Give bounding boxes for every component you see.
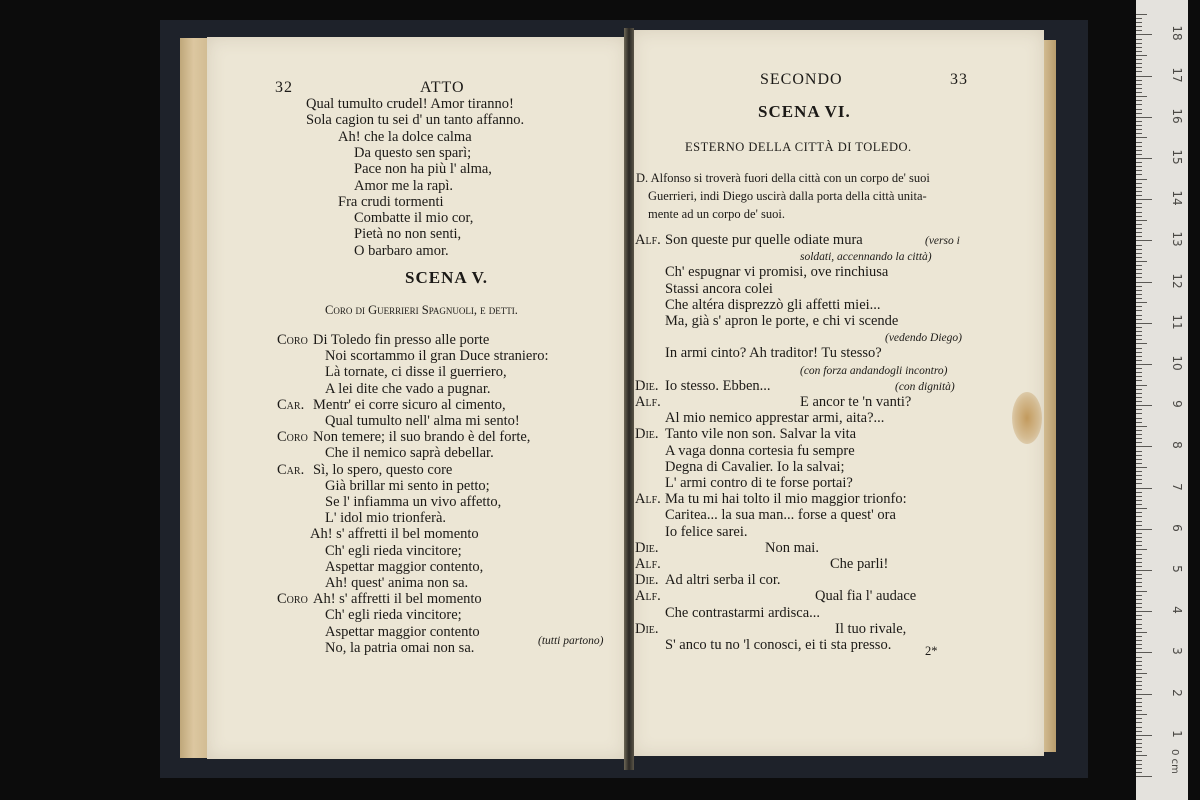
- ruler-tick: [1136, 405, 1152, 406]
- scene-cast-v: Coro di Guerrieri Spagnuoli, e detti.: [325, 303, 518, 317]
- ruler-tick: [1136, 508, 1147, 509]
- ruler-tick: [1136, 751, 1142, 752]
- ruler-tick: [1136, 142, 1142, 143]
- dialogue-line: Qual tumulto nell' alma mi sento!: [325, 413, 520, 429]
- ruler-tick: [1136, 537, 1142, 538]
- speaker-label: Car.: [277, 396, 305, 413]
- verse-line: Sola cagion tu sei d' un tanto affanno.: [306, 112, 525, 129]
- verse-line: Ah! che la dolce calma: [338, 128, 472, 145]
- description-line: Guerrieri, indi Diego uscirà dalla porta della città unita-: [648, 189, 927, 203]
- page-number-left: 32: [275, 79, 293, 96]
- ruler-tick: [1136, 566, 1142, 567]
- ruler-tick: [1136, 718, 1142, 719]
- ruler-tick: [1136, 203, 1142, 204]
- ruler-number: 17: [1170, 66, 1184, 83]
- ruler-tick: [1136, 710, 1142, 711]
- dialogue-line: Ch' espugnar vi promisi, ove rinchiusa: [665, 264, 889, 281]
- ruler-tick: [1136, 319, 1142, 320]
- ruler-tick: [1136, 228, 1142, 229]
- ruler-tick: [1136, 240, 1152, 241]
- ruler-tick: [1136, 372, 1142, 373]
- ruler-tick: [1136, 483, 1142, 484]
- ruler-number: 6: [1170, 523, 1184, 532]
- stage-direction: (con forza andandogli incontro): [800, 364, 948, 377]
- ruler-tick: [1136, 479, 1142, 480]
- ruler-tick: [1136, 294, 1142, 295]
- ruler-tick: [1136, 47, 1142, 48]
- ruler-number: 15: [1170, 149, 1184, 165]
- speaker-label: Die.: [635, 377, 659, 394]
- ruler-tick: [1136, 722, 1142, 723]
- ruler-tick: [1136, 533, 1142, 534]
- ruler-tick: [1136, 277, 1142, 278]
- stage-direction: (con dignità): [895, 380, 955, 393]
- dialogue-line: Ma tu mi hai tolto il mio maggior trionfo:: [665, 491, 907, 508]
- ruler-tick: [1136, 574, 1142, 575]
- ruler-tick: [1136, 261, 1147, 262]
- ruler-number: 7: [1170, 482, 1184, 491]
- ruler-tick: [1136, 71, 1142, 72]
- ruler-unit-label: 0 cm: [1168, 749, 1180, 774]
- dialogue-line: A vaga donna cortesia fu sempre: [665, 442, 855, 459]
- ruler-number: 10: [1170, 355, 1184, 371]
- ruler-tick: [1136, 14, 1147, 15]
- ruler-tick: [1136, 521, 1142, 522]
- ruler-tick: [1136, 360, 1142, 361]
- ruler-tick: [1136, 582, 1142, 583]
- ruler-tick: [1136, 628, 1142, 629]
- ruler-tick: [1136, 232, 1142, 233]
- speaker-label: Alf.: [635, 491, 661, 508]
- ruler-tick: [1136, 619, 1142, 620]
- ruler-tick: [1136, 525, 1142, 526]
- ruler-tick: [1136, 51, 1142, 52]
- description-line: mente ad un corpo de' suoi.: [648, 207, 785, 221]
- speaker-label: Die.: [635, 539, 659, 556]
- ruler-tick: [1136, 18, 1142, 19]
- dialogue-line: Io felice sarei.: [665, 523, 748, 540]
- ruler-tick: [1136, 545, 1142, 546]
- ruler-number: 4: [1170, 606, 1184, 614]
- ruler-tick: [1136, 554, 1142, 555]
- ruler-tick: [1136, 236, 1142, 237]
- dialogue-line: Sì, lo spero, questo core: [313, 461, 453, 478]
- ruler-tick: [1136, 245, 1142, 246]
- ruler-tick: [1136, 249, 1142, 250]
- ruler-tick: [1136, 380, 1142, 381]
- ruler-tick: [1136, 129, 1142, 130]
- ruler-tick: [1136, 731, 1142, 732]
- ruler-tick: [1136, 335, 1142, 336]
- ruler-tick: [1136, 331, 1142, 332]
- dialogue-line: Di Toledo fin presso alle porte: [313, 332, 490, 348]
- ruler-tick: [1136, 348, 1142, 349]
- ruler-tick: [1136, 755, 1147, 756]
- ruler-tick: [1136, 685, 1142, 686]
- ruler-tick: [1136, 591, 1147, 592]
- ruler-tick: [1136, 764, 1142, 765]
- dialogue-line: Non mai.: [765, 539, 819, 556]
- ruler-number: 13: [1170, 231, 1184, 248]
- ruler-tick: [1136, 137, 1147, 138]
- speaker-label: Car.: [277, 461, 305, 478]
- ruler-tick: [1136, 512, 1142, 513]
- ruler-tick: [1136, 570, 1152, 571]
- ruler-number: 1: [1170, 729, 1184, 738]
- dialogue-line: Che il nemico saprà debellar.: [325, 445, 494, 462]
- speaker-label: Die.: [635, 572, 659, 589]
- description-line: D. Alfonso si troverà fuori della città con un corpo de' suoi: [636, 171, 930, 185]
- ruler-tick: [1136, 504, 1142, 505]
- stage-direction: (verso i: [925, 235, 960, 247]
- ruler-tick: [1136, 224, 1142, 225]
- ruler-tick: [1136, 562, 1142, 563]
- ruler-tick: [1136, 59, 1142, 60]
- ruler-tick: [1136, 389, 1142, 390]
- ruler-tick: [1136, 611, 1152, 612]
- ruler-number: 14: [1170, 190, 1184, 206]
- ruler-number: 12: [1170, 272, 1184, 289]
- dialogue-line: Tanto vile non son. Salvar la vita: [665, 426, 857, 443]
- ruler-tick: [1136, 401, 1142, 402]
- stage-direction-exit: (tutti partono): [538, 635, 604, 647]
- ruler-tick: [1136, 615, 1142, 616]
- ruler-tick: [1136, 669, 1142, 670]
- ruler-tick: [1136, 113, 1142, 114]
- ruler-tick: [1136, 694, 1152, 695]
- ruler-tick: [1136, 488, 1152, 489]
- dialogue-line: In armi cinto? Ah traditor! Tu stesso?: [665, 345, 882, 362]
- dialogue-line: Ma, già s' apron le porte, e chi vi scende: [665, 313, 899, 329]
- ruler-tick: [1136, 492, 1142, 493]
- ruler-number: 3: [1170, 647, 1184, 656]
- dialogue-line: A lei dite che vado a pugnar.: [325, 380, 491, 397]
- stage-direction: (vedendo Diego): [885, 332, 962, 345]
- ruler-tick: [1136, 706, 1142, 707]
- ruler-tick: [1136, 393, 1142, 394]
- ruler-number: 18: [1170, 25, 1184, 42]
- ruler-tick: [1136, 207, 1142, 208]
- ruler-tick: [1136, 500, 1142, 501]
- ruler-tick: [1136, 714, 1147, 715]
- scene-title-v: SCENA V.: [405, 268, 488, 287]
- ruler-tick: [1136, 673, 1147, 674]
- ruler-tick: [1136, 187, 1142, 188]
- dialogue-line: Ch' egli rieda vincitore;: [325, 542, 462, 559]
- speaker-label: Alf.: [635, 588, 661, 605]
- ruler-number: 16: [1170, 108, 1184, 124]
- ruler-tick: [1136, 661, 1142, 662]
- dialogue-line: E ancor te 'n vanti?: [800, 394, 912, 410]
- ruler-tick: [1136, 529, 1152, 530]
- scene-setting: ESTERNO DELLA CITTÀ DI TOLEDO.: [685, 140, 912, 154]
- ruler-tick: [1136, 195, 1142, 196]
- ruler-tick: [1136, 55, 1147, 56]
- speaker-label: Alf.: [635, 556, 661, 572]
- running-head-right: SECONDO: [760, 71, 843, 88]
- ruler-tick: [1136, 109, 1142, 110]
- ruler-tick: [1136, 26, 1142, 27]
- dialogue-line: Aspettar maggior contento: [325, 623, 480, 640]
- ruler-tick: [1136, 183, 1142, 184]
- ruler-tick: [1136, 76, 1152, 77]
- ruler-tick: [1136, 418, 1142, 419]
- ruler-tick: [1136, 220, 1147, 221]
- ruler-tick: [1136, 475, 1142, 476]
- ruler-tick: [1136, 22, 1142, 23]
- ruler-tick: [1136, 409, 1142, 410]
- ruler-tick: [1136, 743, 1142, 744]
- ruler-tick: [1136, 467, 1147, 468]
- ruler-tick: [1136, 368, 1142, 369]
- dialogue-line: L' idol mio trionferà.: [325, 510, 446, 527]
- ruler-tick: [1136, 397, 1142, 398]
- dialogue-line: Ah! s' affretti il bel momento: [310, 526, 479, 543]
- ruler-tick: [1136, 413, 1142, 414]
- ruler-tick: [1136, 434, 1142, 435]
- ruler-tick: [1136, 154, 1142, 155]
- ruler-number: 11: [1170, 314, 1184, 330]
- ruler-tick: [1136, 166, 1142, 167]
- ruler-tick: [1136, 451, 1142, 452]
- ruler-tick: [1136, 323, 1152, 324]
- verse-line: Pietà no non senti,: [354, 226, 462, 243]
- ruler-tick: [1136, 677, 1142, 678]
- ruler-tick: [1136, 286, 1142, 287]
- ruler-tick: [1136, 558, 1142, 559]
- ruler-tick: [1136, 315, 1142, 316]
- dialogue-line: S' anco tu no 'l conosci, ei ti sta presso.: [665, 637, 892, 653]
- dialogue-line: No, la patria omai non sa.: [325, 639, 475, 656]
- dialogue-line: Caritea... la sua man... forse a quest' ora: [665, 507, 896, 524]
- dialogue-line: Che contrastarmi ardisca...: [665, 604, 821, 621]
- ruler-tick: [1136, 644, 1142, 645]
- ruler-tick: [1136, 541, 1142, 542]
- ruler-tick: [1136, 162, 1142, 163]
- verse-line: Fra crudi tormenti: [338, 193, 444, 210]
- ruler-tick: [1136, 760, 1142, 761]
- ruler-tick: [1136, 776, 1152, 777]
- measuring-ruler: [1136, 0, 1188, 800]
- ruler-tick: [1136, 681, 1142, 682]
- ruler-tick: [1136, 385, 1147, 386]
- ruler-tick: [1136, 426, 1147, 427]
- ruler-tick: [1136, 516, 1142, 517]
- ruler-tick: [1136, 727, 1142, 728]
- dialogue-line: Ah! quest' anima non sa.: [325, 575, 469, 591]
- speaker-label: Alf.: [635, 394, 661, 410]
- ruler-tick: [1136, 67, 1142, 68]
- ruler-tick: [1136, 327, 1142, 328]
- ruler-tick: [1136, 772, 1142, 773]
- ruler-tick: [1136, 146, 1142, 147]
- ruler-tick: [1136, 496, 1142, 497]
- ruler-tick: [1136, 298, 1142, 299]
- dialogue-line: Noi scortammo il gran Duce straniero:: [325, 348, 549, 365]
- ruler-tick: [1136, 257, 1142, 258]
- ruler-tick: [1136, 430, 1142, 431]
- dialogue-line: Là tornate, ci disse il guerriero,: [325, 364, 507, 381]
- ruler-tick: [1136, 96, 1147, 97]
- dialogue-line: Che parli!: [830, 556, 889, 572]
- ruler-tick: [1136, 376, 1142, 377]
- ruler-tick: [1136, 624, 1142, 625]
- ruler-tick: [1136, 356, 1142, 357]
- ruler-tick: [1136, 216, 1142, 217]
- dialogue-line: Non temere; il suo brando è del forte,: [313, 429, 531, 446]
- page-number-right: 33: [950, 71, 968, 88]
- ruler-tick: [1136, 657, 1142, 658]
- ruler-tick: [1136, 339, 1142, 340]
- ruler-tick: [1136, 39, 1142, 40]
- ruler-tick: [1136, 125, 1142, 126]
- stage-direction: soldati, accennando la città): [800, 251, 932, 264]
- ruler-tick: [1136, 100, 1142, 101]
- verse-line: Combatte il mio cor,: [354, 210, 474, 227]
- ruler-tick: [1136, 702, 1142, 703]
- ruler-tick: [1136, 463, 1142, 464]
- ruler-tick: [1136, 306, 1142, 307]
- ruler-tick: [1136, 735, 1152, 736]
- ruler-tick: [1136, 689, 1142, 690]
- ruler-tick: [1136, 92, 1142, 93]
- ruler-tick: [1136, 599, 1142, 600]
- ruler-tick: [1136, 302, 1147, 303]
- dialogue-line: Già brillar mi sento in petto;: [325, 477, 490, 494]
- speaker-label: Coro: [277, 591, 308, 608]
- ruler-tick: [1136, 442, 1142, 443]
- scene-title-vi: SCENA VI.: [758, 102, 851, 121]
- ruler-tick: [1136, 34, 1152, 35]
- ruler-tick: [1136, 636, 1142, 637]
- signature-mark: 2*: [925, 644, 938, 658]
- ruler-tick: [1136, 133, 1142, 134]
- ruler-tick: [1136, 117, 1152, 118]
- dialogue-line: Son queste pur quelle odiate mura: [665, 232, 863, 248]
- ruler-number: 5: [1170, 565, 1184, 573]
- ruler-tick: [1136, 290, 1142, 291]
- dialogue-line: Stassi ancora colei: [665, 280, 773, 297]
- verse-line: Da questo sen sparì;: [354, 144, 472, 161]
- verse-line: O barbaro amor.: [354, 242, 449, 259]
- ruler-tick: [1136, 459, 1142, 460]
- foxing-stain: [1012, 392, 1042, 444]
- ruler-number: 8: [1170, 441, 1184, 450]
- ruler-tick: [1136, 310, 1142, 311]
- ruler-tick: [1136, 455, 1142, 456]
- speaker-label: Coro: [277, 429, 308, 446]
- ruler-tick: [1136, 150, 1142, 151]
- dialogue-line: Ch' egli rieda vincitore;: [325, 607, 462, 624]
- ruler-tick: [1136, 121, 1142, 122]
- ruler-tick: [1136, 43, 1142, 44]
- ruler-tick: [1136, 471, 1142, 472]
- ruler-number: 2: [1170, 688, 1184, 697]
- ruler-tick: [1136, 104, 1142, 105]
- ruler-tick: [1136, 603, 1142, 604]
- ruler-tick: [1136, 632, 1147, 633]
- ruler-tick: [1136, 446, 1152, 447]
- verse-line: Qual tumulto crudel! Amor tiranno!: [306, 96, 514, 112]
- speaker-label: Die.: [635, 620, 659, 637]
- ruler-tick: [1136, 63, 1142, 64]
- ruler-tick: [1136, 170, 1142, 171]
- ruler-tick: [1136, 549, 1147, 550]
- dialogue-line: Io stesso. Ebben...: [665, 377, 771, 394]
- book-gutter: [624, 28, 634, 770]
- ruler-tick: [1136, 88, 1142, 89]
- ruler-tick: [1136, 269, 1142, 270]
- running-head-left: ATTO: [420, 79, 465, 96]
- ruler-tick: [1136, 179, 1147, 180]
- ruler-tick: [1136, 578, 1142, 579]
- ruler-tick: [1136, 343, 1147, 344]
- dialogue-line: Ah! s' affretti il bel momento: [313, 591, 482, 608]
- dialogue-line: Degna di Cavalier. Io la salvai;: [665, 458, 845, 475]
- ruler-tick: [1136, 607, 1142, 608]
- dialogue-line: Ad altri serba il cor.: [665, 572, 781, 589]
- dialogue-line: Il tuo rivale,: [835, 620, 907, 637]
- ruler-tick: [1136, 595, 1142, 596]
- ruler-tick: [1136, 640, 1142, 641]
- ruler-tick: [1136, 768, 1142, 769]
- ruler-tick: [1136, 739, 1142, 740]
- ruler-tick: [1136, 665, 1142, 666]
- ruler-tick: [1136, 438, 1142, 439]
- dialogue-line: Che altéra disprezzò gli affetti miei...: [665, 296, 881, 313]
- speaker-label: Die.: [635, 426, 659, 443]
- speaker-label: Coro: [277, 332, 308, 348]
- ruler-tick: [1136, 80, 1142, 81]
- ruler-tick: [1136, 364, 1152, 365]
- dialogue-line: Se l' infiamma un vivo affetto,: [325, 494, 502, 510]
- ruler-tick: [1136, 747, 1142, 748]
- ruler-tick: [1136, 84, 1142, 85]
- verse-line: Pace non ha più l' alma,: [354, 161, 492, 178]
- ruler-tick: [1136, 265, 1142, 266]
- ruler-tick: [1136, 174, 1142, 175]
- ruler-tick: [1136, 648, 1142, 649]
- ruler-tick: [1136, 30, 1142, 31]
- verse-line: Amor me la rapì.: [354, 177, 454, 194]
- ruler-tick: [1136, 212, 1142, 213]
- dialogue-line: Aspettar maggior contento,: [325, 558, 484, 575]
- ruler-tick: [1136, 273, 1142, 274]
- ruler-tick: [1136, 422, 1142, 423]
- ruler-tick: [1136, 352, 1142, 353]
- speaker-label: Alf.: [635, 232, 661, 248]
- ruler-tick: [1136, 191, 1142, 192]
- ruler-tick: [1136, 199, 1152, 200]
- ruler-tick: [1136, 652, 1152, 653]
- dialogue-line: Qual fia l' audace: [815, 588, 917, 605]
- dialogue-line: Al mio nemico apprestar armi, aita?...: [665, 410, 885, 427]
- ruler-tick: [1136, 282, 1152, 283]
- dialogue-line: L' armi contro di te forse portai?: [665, 475, 853, 491]
- ruler-tick: [1136, 158, 1152, 159]
- ruler-tick: [1136, 698, 1142, 699]
- ruler-tick: [1136, 586, 1142, 587]
- ruler-number: 9: [1170, 400, 1184, 408]
- dialogue-line: Mentr' ei corre sicuro al cimento,: [313, 396, 506, 413]
- ruler-tick: [1136, 253, 1142, 254]
